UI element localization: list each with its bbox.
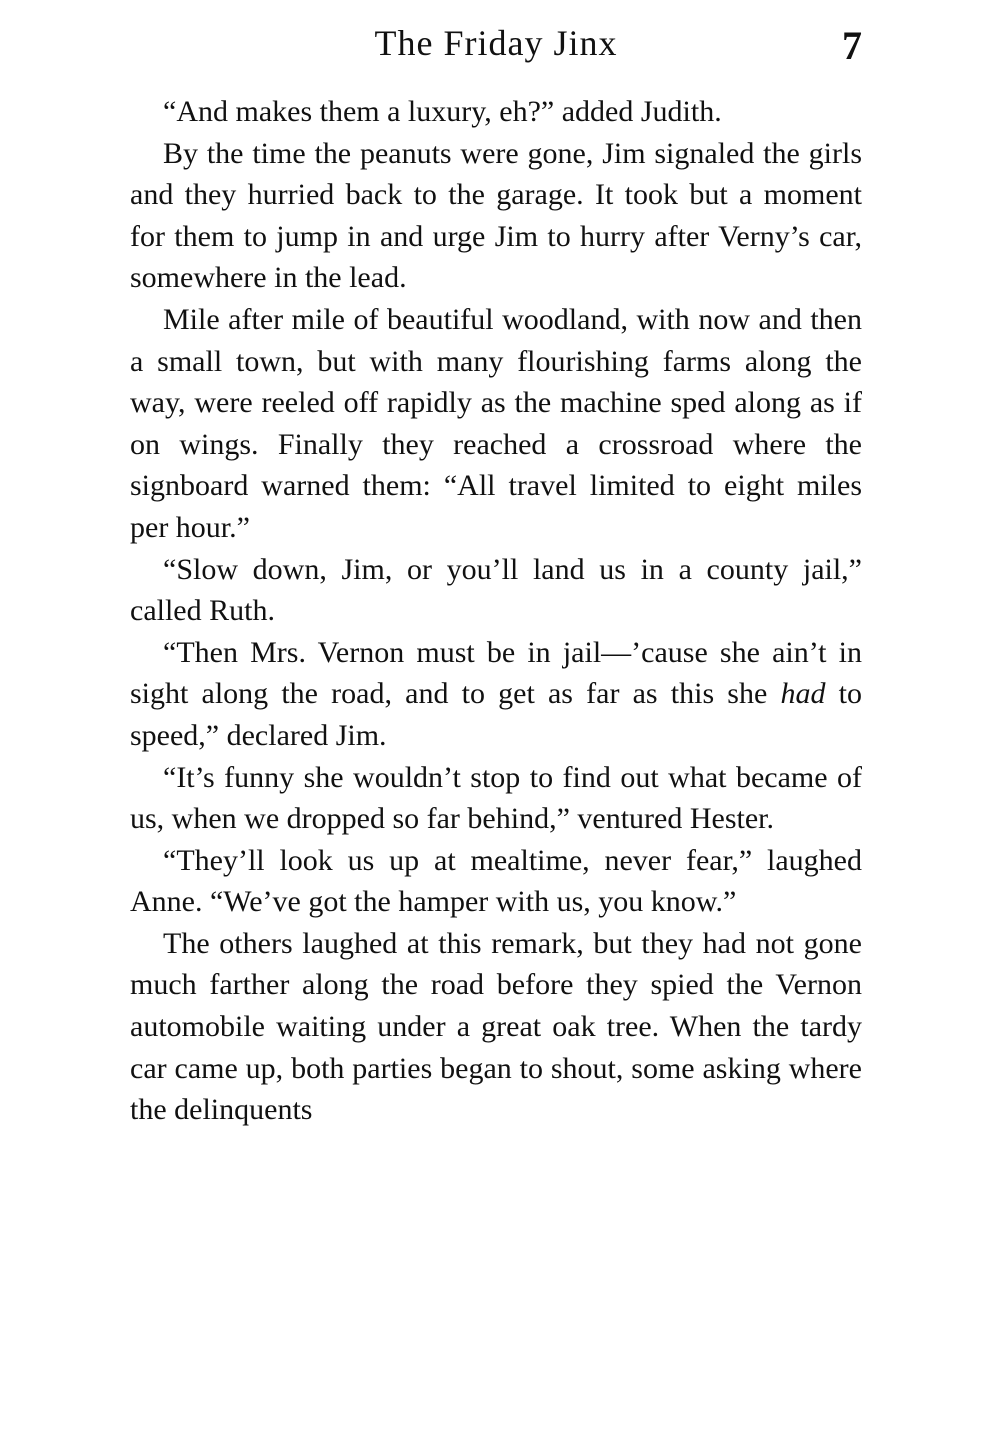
paragraph: “And makes them a luxury, eh?” added Judith. — [163, 95, 722, 128]
body-text — [130, 91, 862, 1131]
paragraph: Mile after mile of beautiful woodland, with now and then a small town, but with many flourishing farms along the way, were reeled off rapidly as the machine sped along as if on wings. Finally they reached a crossroad where the signboard warned them: “All travel limited to eight miles per hour.” — [130, 302, 862, 544]
paragraph: By the time the peanuts were gone, Jim signaled the girls and they hurried back to the garage. It took but a moment for them to jump in and urge Jim to hurry after Verny’s car, somewhere in the lead. — [130, 136, 862, 295]
page-number: 7 — [842, 23, 862, 68]
paragraph-text: “Then Mrs. Vernon must be in jail—’cause she ain’t in sight along the road, and to get as far as this she — [130, 635, 862, 711]
emphasized-word: had — [780, 677, 826, 711]
paragraph: “Slow down, Jim, or you’ll land us in a county jail,” called Ruth. — [130, 552, 862, 628]
paragraph: “It’s funny she wouldn’t stop to find out what became of us, when we dropped so far behind,” ventured Hester. — [130, 760, 862, 836]
paragraph-text: to speed,” declared Jim. — [130, 677, 862, 752]
paragraph — [130, 632, 862, 757]
paragraph: The others laughed at this remark, but they had not gone much farther along the road before they spied the Vernon automobile waiting under a great oak tree. When the tardy car came up, both parties began to shout, some asking where the delinquents — [130, 926, 862, 1127]
paragraph: “They’ll look us up at mealtime, never fear,” laughed Anne. “We’ve got the hamper with us, you know.” — [130, 843, 862, 919]
running-title: The Friday Jinx — [374, 23, 618, 63]
running-head — [130, 22, 862, 72]
